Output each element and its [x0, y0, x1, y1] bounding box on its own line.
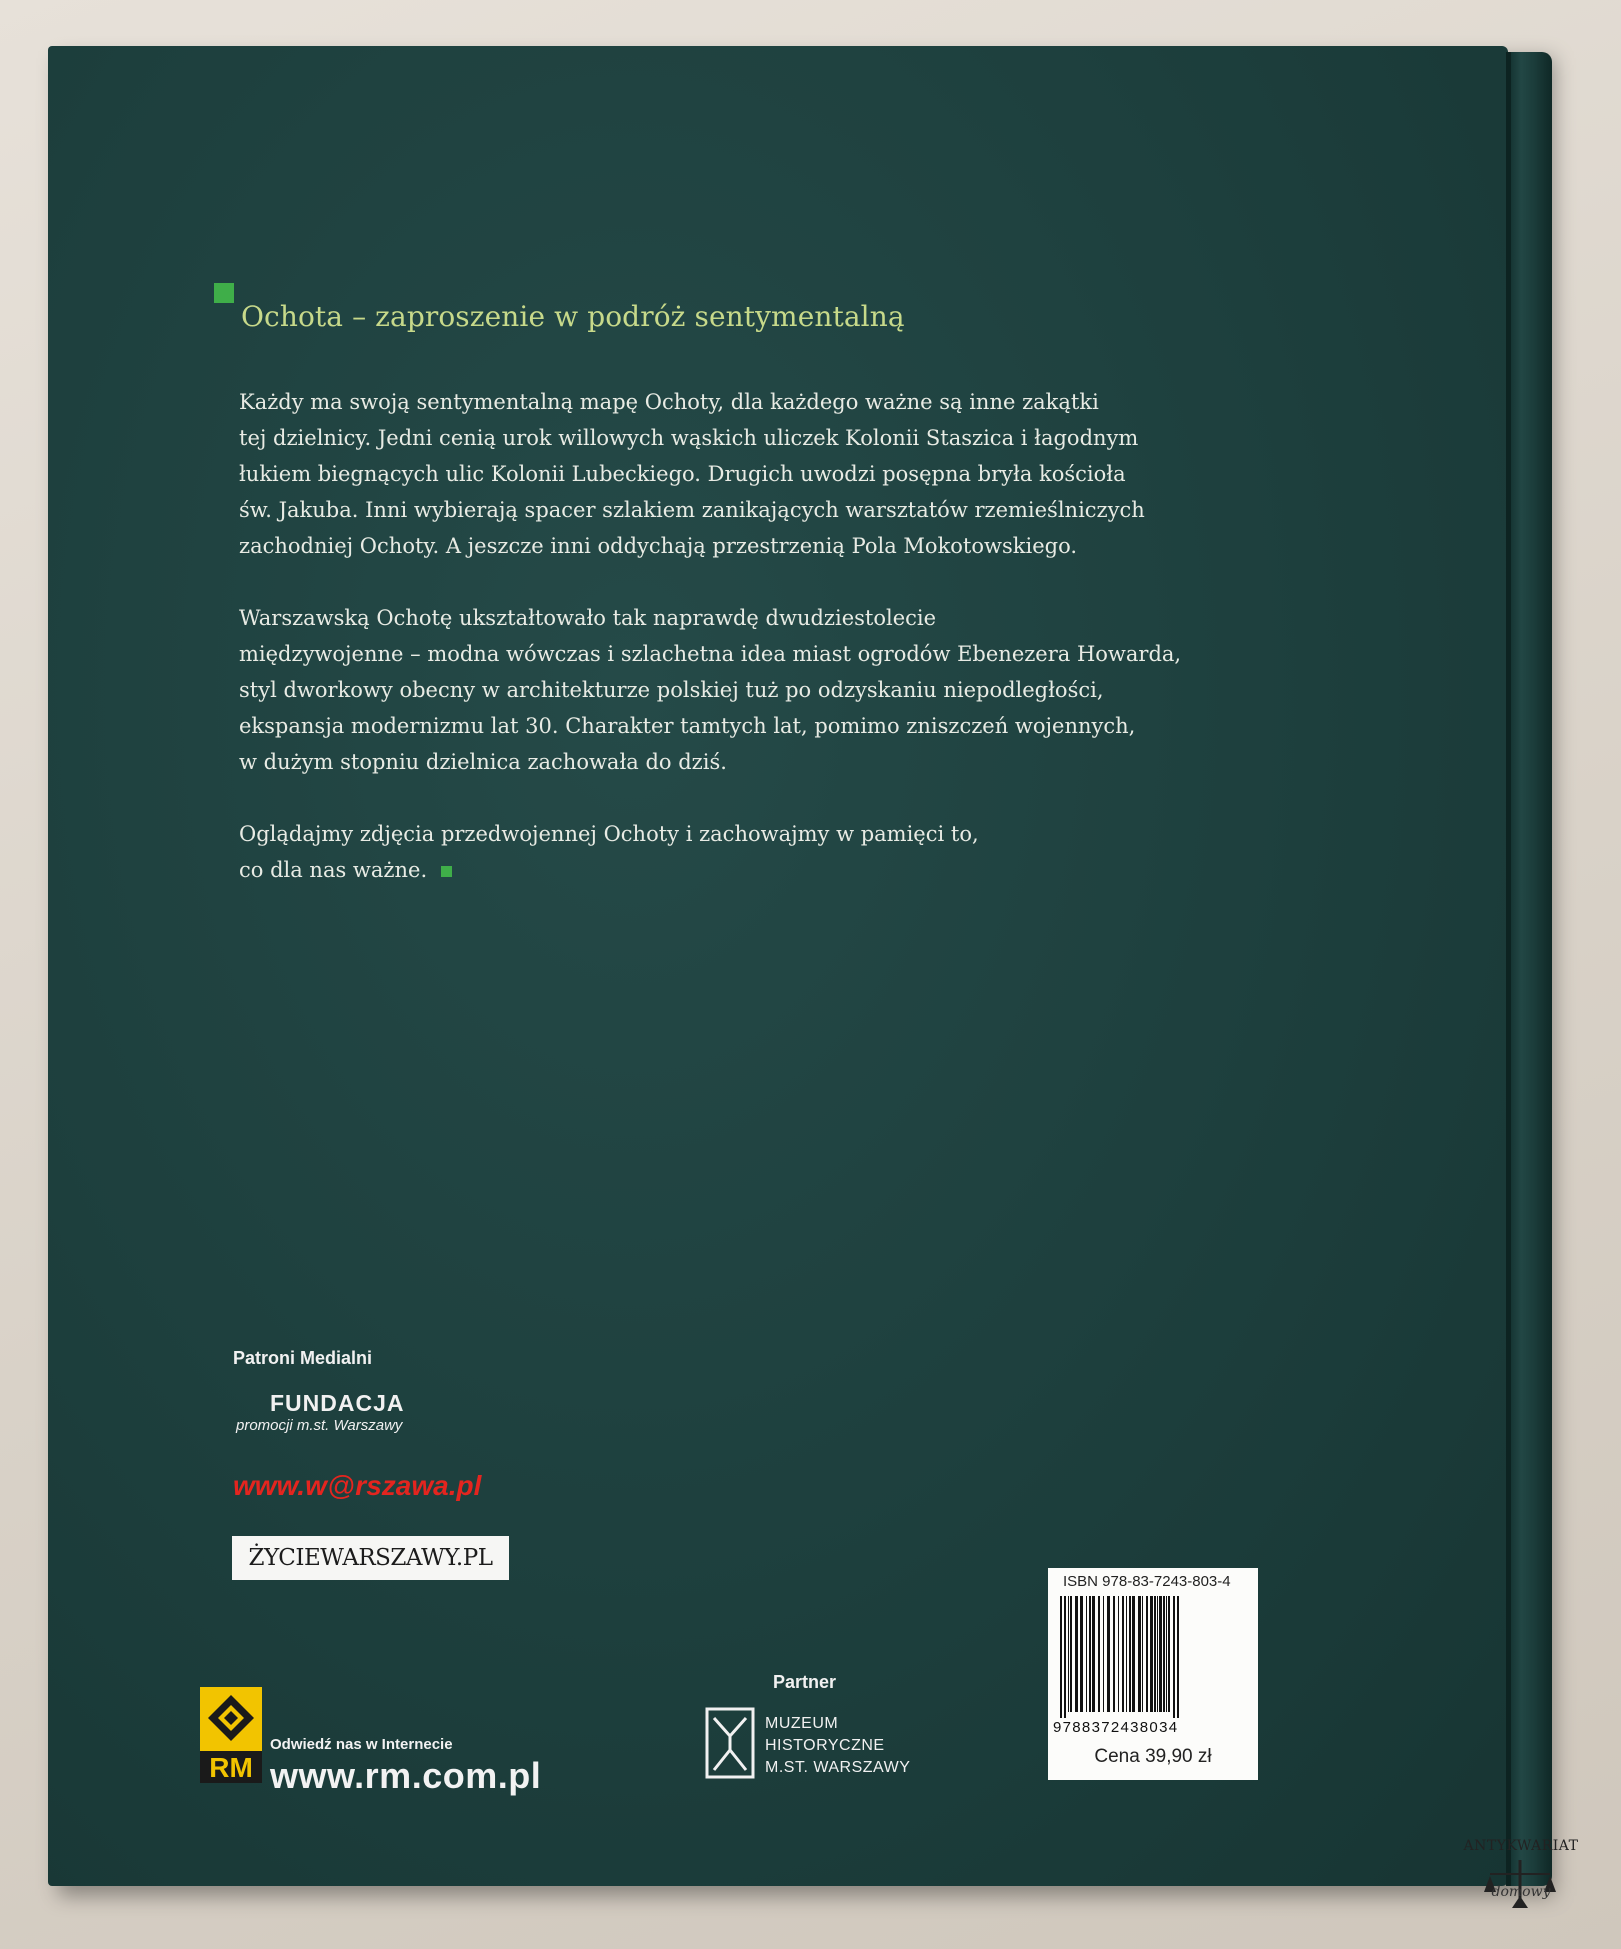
partner-label: Partner	[773, 1672, 837, 1692]
spine-groove	[1506, 52, 1511, 1886]
fundacja-subtitle: promocji m.st. Warszawy	[236, 1417, 403, 1434]
price-text: Cena 39,90 zł	[1094, 1746, 1212, 1767]
publisher-visit-text: Odwiedź nas w Internecie	[270, 1736, 453, 1753]
blurb-paragraph-3	[239, 816, 1309, 888]
fundacja-logo	[236, 1392, 405, 1433]
antykwariat-watermark	[1456, 1838, 1586, 1900]
museum-line-2: HISTORYCZNE	[765, 1737, 885, 1754]
barcode-bars	[1056, 1596, 1252, 1718]
blurb-paragraph-3-text: Oglądajmy zdjęcia przedwojennej Ochoty i zachowajmy w pamięci to, co dla nas ważne.	[239, 822, 979, 882]
museum-line-1: MUZEUM	[765, 1715, 839, 1732]
green-square-marker	[214, 283, 234, 303]
end-marker-square	[441, 866, 452, 877]
rm-publisher-logo	[200, 1687, 262, 1783]
cover-heading: Ochota – zaproszenie w podróż sentymentalną	[241, 300, 905, 333]
blurb-paragraph-2: Warszawską Ochotę ukształtowało tak naprawdę dwudziestolecie międzywojenne – modna wówczas i szlachetna idea miast ogrodów Ebenezera Howarda, styl dworkowy obecny w architekturze polskiej tuż po odzyskaniu niepodległości, ekspansja modernizmu lat 30. Charakter tamtych lat, pomimo zniszczeń wojennych, w dużym stopniu dzielnica zachowała do dziś.	[239, 606, 1182, 774]
museum-line-3: M.ST. WARSZAWY	[765, 1759, 911, 1776]
patrons-title: Patroni Medialni	[233, 1348, 373, 1368]
zycie-warszawy-logo: ŻYCIEWARSZAWY.PL	[232, 1536, 509, 1580]
warszawa-logo-at: @	[326, 1470, 356, 1501]
publisher-web	[270, 1736, 541, 1797]
rm-logo-text: RM	[209, 1752, 253, 1783]
barcode-number: 9788372438034	[1053, 1719, 1179, 1736]
warszawa-logo	[233, 1470, 481, 1502]
warszawa-logo-part-2: rszawa.pl	[355, 1470, 482, 1501]
warszawa-logo-part-1: www.w	[233, 1470, 327, 1501]
isbn-text: ISBN 978-83-7243-803-4	[1063, 1573, 1231, 1590]
blurb-text	[239, 384, 1309, 924]
book-spine	[1508, 52, 1552, 1886]
watermark-bottom-text: domowy	[1491, 1884, 1551, 1900]
blurb-paragraph-1: Każdy ma swoją sentymentalną mapę Ochoty, dla każdego ważne są inne zakątki tej dzielnicy. Jedni cenią urok willowych wąskich uliczek Kolonii Staszica i łagodnym łukiem biegnących ulic Kolonii Lubeckiego. Drugich uwodzi posępna bryła kościoła św. Jakuba. Inni wybierają spacer szlakiem zanikających warsztatów rzemieślniczych zachodniej Ochoty. A jeszcze inni oddychają przestrzenią Pola Mokotowskiego.	[239, 390, 1145, 558]
museum-name	[765, 1713, 910, 1779]
watermark-top-text: ANTYKWARIAT	[1463, 1838, 1579, 1854]
museum-logo-icon	[704, 1706, 756, 1780]
publisher-url: www.rm.com.pl	[270, 1755, 542, 1796]
fundacja-title: FUNDACJA	[270, 1390, 405, 1416]
